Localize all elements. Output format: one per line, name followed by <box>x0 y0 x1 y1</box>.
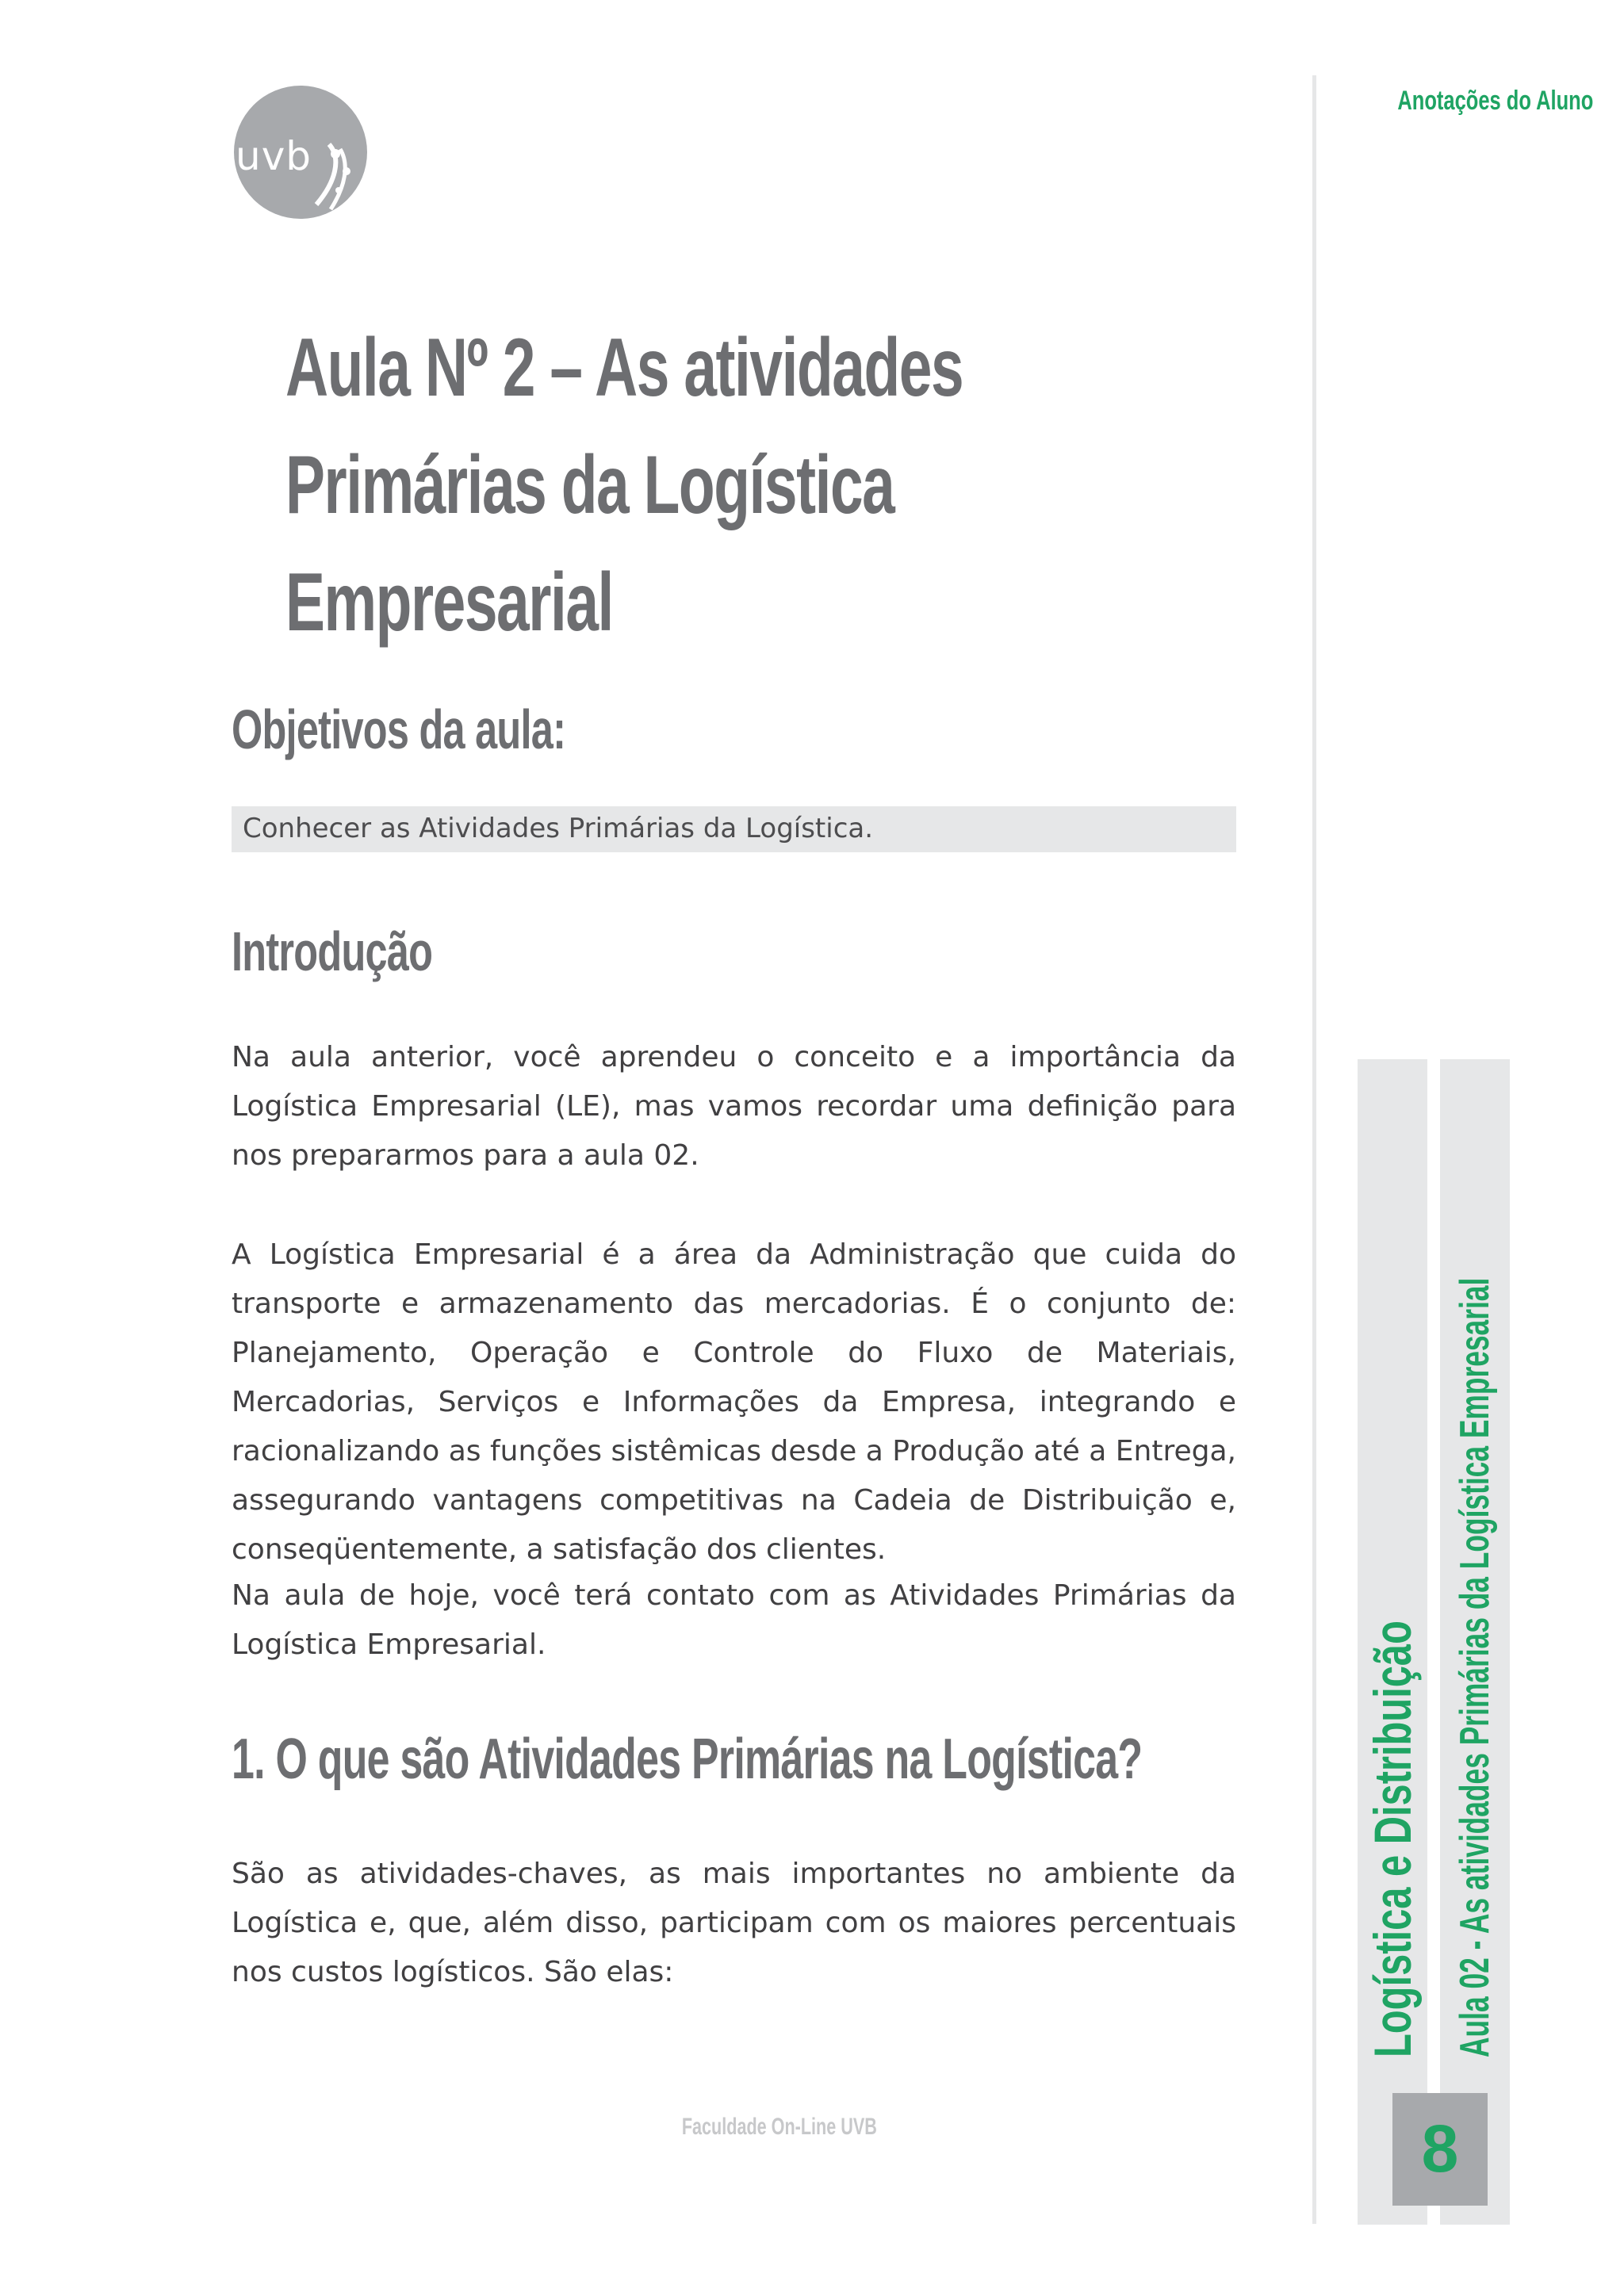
intro-paragraph: Na aula anterior, você aprendeu o conceito e a importância da Logística Empresarial (LE), mas vamos recordar uma definição para nos prepararmos para a aula 02. <box>232 1041 1236 1172</box>
intro-paragraph: Na aula de hoje, você terá contato com as Atividades Primárias da Logística Empresarial. <box>232 1579 1236 1661</box>
logo-swoosh-icon <box>234 86 367 219</box>
objective-text: Conhecer as Atividades Primárias da Logística. <box>243 813 874 844</box>
footer-text: Faculdade On-Line UVB <box>681 2114 878 2140</box>
page-number: 8 <box>1421 2111 1459 2186</box>
objectives-heading: Objetivos da aula: <box>232 698 566 760</box>
lesson-title-line: Primárias da Logística <box>285 439 894 531</box>
page-number-box <box>1392 2093 1488 2206</box>
introduction-heading: Introdução <box>232 920 433 982</box>
lesson-title <box>285 309 963 661</box>
page-footer <box>0 2114 1559 2141</box>
lesson-title-line: Empresarial <box>285 557 613 649</box>
notes-divider <box>1312 75 1316 2224</box>
lesson-title-vertical: Aula 02 - As atividades Primárias da Logística Empresarial <box>1452 1277 1498 2057</box>
section-1-heading: 1. O que são Atividades Primárias na Logística? <box>232 1728 1143 1791</box>
uvb-logo <box>234 86 367 219</box>
student-notes-label: Anotações do Aluno <box>1397 86 1594 116</box>
logo-text: uvb <box>236 133 312 179</box>
lesson-title-line: Aula Nº 2 – As atividades <box>285 322 963 414</box>
course-title-vertical: Logística e Distribuição <box>1363 1621 1422 2057</box>
objective-box <box>232 806 1236 852</box>
section-1-paragraph: São as atividades-chaves, as mais importantes no ambiente da Logística e, que, além disso, participam com os maiores percentuais nos custos logísticos. São elas: <box>232 1858 1236 1988</box>
intro-paragraph: A Logística Empresarial é a área da Administração que cuida do transporte e armazenamento das mercadorias. É o conjunto de: Planejamento, Operação e Controle do Fluxo de Materiais, Mercadorias, Serviços e Informações da Empresa, integrando e racionalizando as funções sistêmicas desde a Produção até a Entrega, assegurando vantagens competitivas na Cadeia de Distribuição e, conseqüentemente, a satisfação dos clientes. <box>232 1238 1236 1566</box>
